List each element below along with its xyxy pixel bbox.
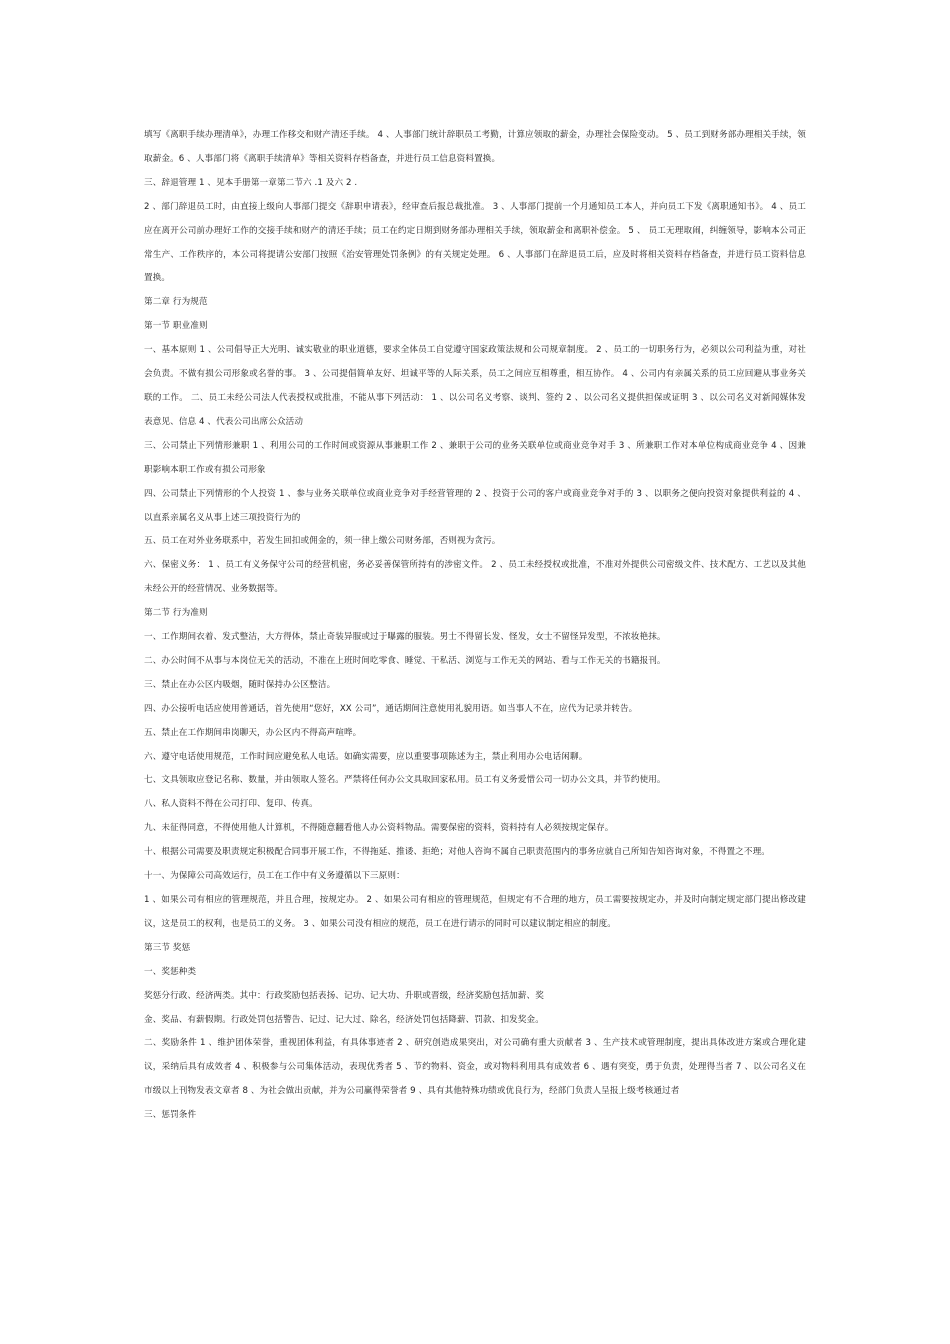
paragraph-basic-principles: 一、基本原则 1 、公司倡导正大光明、诚实敬业的职业道德，要求全体员工自觉遵守国家政策法规和公司规章制度。 2 、员工的一切职务行为，必须以公司利益为重，对社会负责。不做有损公司形象或名誉的事。 3 、公司提倡简单友好、坦诚平等的人际关系，员工之间应互相尊重，相互协作。 4 、公司内有亲属关系的员工应回避从事业务关联的工作。 二、员工未经公司法人代表授权或批准，不能从事下列活动： 1 、以公司名义考察、谈判、签约 2 、以公司名义提供担保或证明 3 、以公司名义对新闻媒体发表意见、信息 4 、代表公司出席公众活动 — [144, 345, 806, 427]
paragraph-resignation-procedure: 填写《离职手续办理清单》，办理工作移交和财产清还手续。 4 、人事部门统计辞职员工考勤，计算应领取的薪金，办理社会保险变动。 5 、员工到财务部办理相关手续，领取薪金。6 、人事部门将《离职手续清单》等相关资料存档备查，并进行员工信息资料置换。 — [144, 130, 806, 164]
rule-dress-code: 一、工作期间衣着、发式整洁，大方得体，禁止奇装异服或过于曝露的服装。男士不得留长发、怪发，女士不留怪异发型，不浓妆艳抹。 — [144, 632, 666, 643]
heading-reward-types: 一、奖惩种类 — [144, 966, 197, 977]
paragraph-reward-types-2: 金、奖品、有薪假期。行政处罚包括警告、记过、记大过、除名，经济处罚包括降薪、罚款、扣发奖金。 — [144, 1014, 544, 1025]
rule-computer-use: 九、未征得同意，不得使用他人计算机，不得随意翻看他人办公资料物品。需要保密的资料，资料持有人必须按规定保存。 — [144, 823, 614, 834]
rule-phone-usage: 六、遵守电话使用规范，工作时间应避免私人电话。如确实需要，应以重要事项陈述为主，禁止利用办公电话闲聊。 — [144, 751, 588, 762]
rule-cooperation: 十、根据公司需要及职责规定积极配合同事开展工作，不得拖延、推诿、拒绝；对他人咨询不属自己职责范围内的事务应就自己所知告知咨询对象，不得置之不理。 — [144, 847, 770, 858]
paragraph-reward-conditions: 二、奖励条件 1 、维护团体荣誉，重视团体利益，有具体事迹者 2 、研究创造成果突出，对公司确有重大贡献者 3 、生产技术或管理制度，提出具体改进方案或合理化建议，采纳后具有成效者 4 、积极参与公司集体活动，表现优秀者 5 、节约物料、资金，或对物料利用具有成效者 6 、遇有突变，勇于负责，处理得当者 7 、以公司名义在市级以上刊物发表文章者 8 、为社会做出贡献，并为公司赢得荣誉者 9 、具有其他特殊功绩或优良行为，经部门负责人呈报上级考核通过者 — [144, 1038, 806, 1097]
paragraph-part-time-prohibition: 三、公司禁止下列情形兼职 1 、利用公司的工作时间或资源从事兼职工作 2 、兼职于公司的业务关联单位或商业竞争对手 3 、所兼职工作对本单位构成商业竞争 4 、因兼职影响本职工作或有损公司形象 — [144, 440, 806, 475]
heading-dismissal-management: 三、辞退管理 1 、见本手册第一章第二节六 .1 及六 2 . — [144, 177, 358, 188]
rule-no-chatting: 五、禁止在工作期间串岗聊天，办公区内不得高声喧哗。 — [144, 727, 362, 738]
heading-penalty-conditions: 三、惩罚条件 — [144, 1110, 197, 1121]
rule-phone-greeting: 四、办公接听电话应使用普通话，首先使用“您好，XX 公司”，通话期间注意使用礼貌用语。如当事人不在，应代为记录并转告。 — [144, 703, 638, 714]
rule-private-printing: 八、私人资料不得在公司打印、复印、传真。 — [144, 799, 318, 810]
paragraph-three-principles: 1 、如果公司有相应的管理规范，并且合理，按规定办。 2 、如果公司有相应的管理规范，但规定有不合理的地方，员工需要按规定办，并及时向制定规定部门提出修改建议，这是员工的权利，也是员工的义务。 3 、如果公司没有相应的规范，员工在进行请示的同时可以建议制定相应的制度。 — [144, 895, 806, 929]
paragraph-kickbacks: 五、员工在对外业务联系中，若发生回扣或佣金的，须一律上缴公司财务部，否则视为贪污。 — [144, 536, 501, 547]
rule-three-principles-intro: 十一、为保障公司高效运行，员工在工作中有义务遵循以下三原则： — [144, 871, 405, 882]
paragraph-investment-prohibition: 四、公司禁止下列情形的个人投资 1 、参与业务关联单位或商业竞争对手经营管理的 2 、投资于公司的客户或商业竞争对手的 3 、以职务之便向投资对象提供利益的 4 、以直系亲属名义从事上述三项投资行为的 — [144, 488, 806, 523]
paragraph-confidentiality: 六、保密义务： 1 、员工有义务保守公司的经营机密，务必妥善保管所持有的涉密文件。 2 、员工未经授权或批准，不准对外提供公司密级文件、技术配方、工艺以及其他未经公开的经营情况、业务数据等。 — [144, 560, 806, 595]
rule-stationery: 七、文具领取应登记名称、数量，并由领取人签名。严禁将任何办公文具取回家私用。员工有义务爱惜公司一切办公文具，并节约使用。 — [144, 775, 666, 786]
paragraph-dismissal-procedure: 2 、部门辞退员工时，由直接上级向人事部门提交《辞职申请表》，经审查后报总裁批准。 3 、人事部门提前一个月通知员工本人，并向员工下发《离职通知书》。 4 、员工应在离开公司前办理好工作的交接手续和财产的清还手续；员工在约定日期到财务部办理相关手续，领取薪金和离职补偿金。 5 、 员工无理取闹，纠缠领导，影响本公司正常生产、工作秩序的，本公司将提请公安部门按照《治安管理处罚条例》的有关规定处理。 6 、人事部门在辞退员工后，应及时将相关资料存档备查，并进行员工资料信息置换。 — [144, 201, 806, 284]
section-title-professional-code: 第一节 职业准则 — [144, 321, 208, 332]
section-title-conduct-rules: 第二节 行为准则 — [144, 608, 208, 619]
rule-no-smoking: 三、禁止在办公区内吸烟，随时保持办公区整洁。 — [144, 679, 336, 690]
document-body — [144, 124, 806, 1128]
chapter-title-conduct: 第二章 行为规范 — [144, 297, 208, 308]
paragraph-reward-types-1: 奖惩分行政、经济两类。其中：行政奖励包括表扬、记功、记大功、升职或晋级，经济奖励包括加薪、奖 — [144, 990, 544, 1001]
rule-office-hours: 二、办公时间不从事与本岗位无关的活动，不准在上班时间吃零食、睡觉、干私活、浏览与工作无关的网站、看与工作无关的书籍报刊。 — [144, 655, 666, 666]
section-title-rewards-penalties: 第三节 奖惩 — [144, 942, 191, 953]
